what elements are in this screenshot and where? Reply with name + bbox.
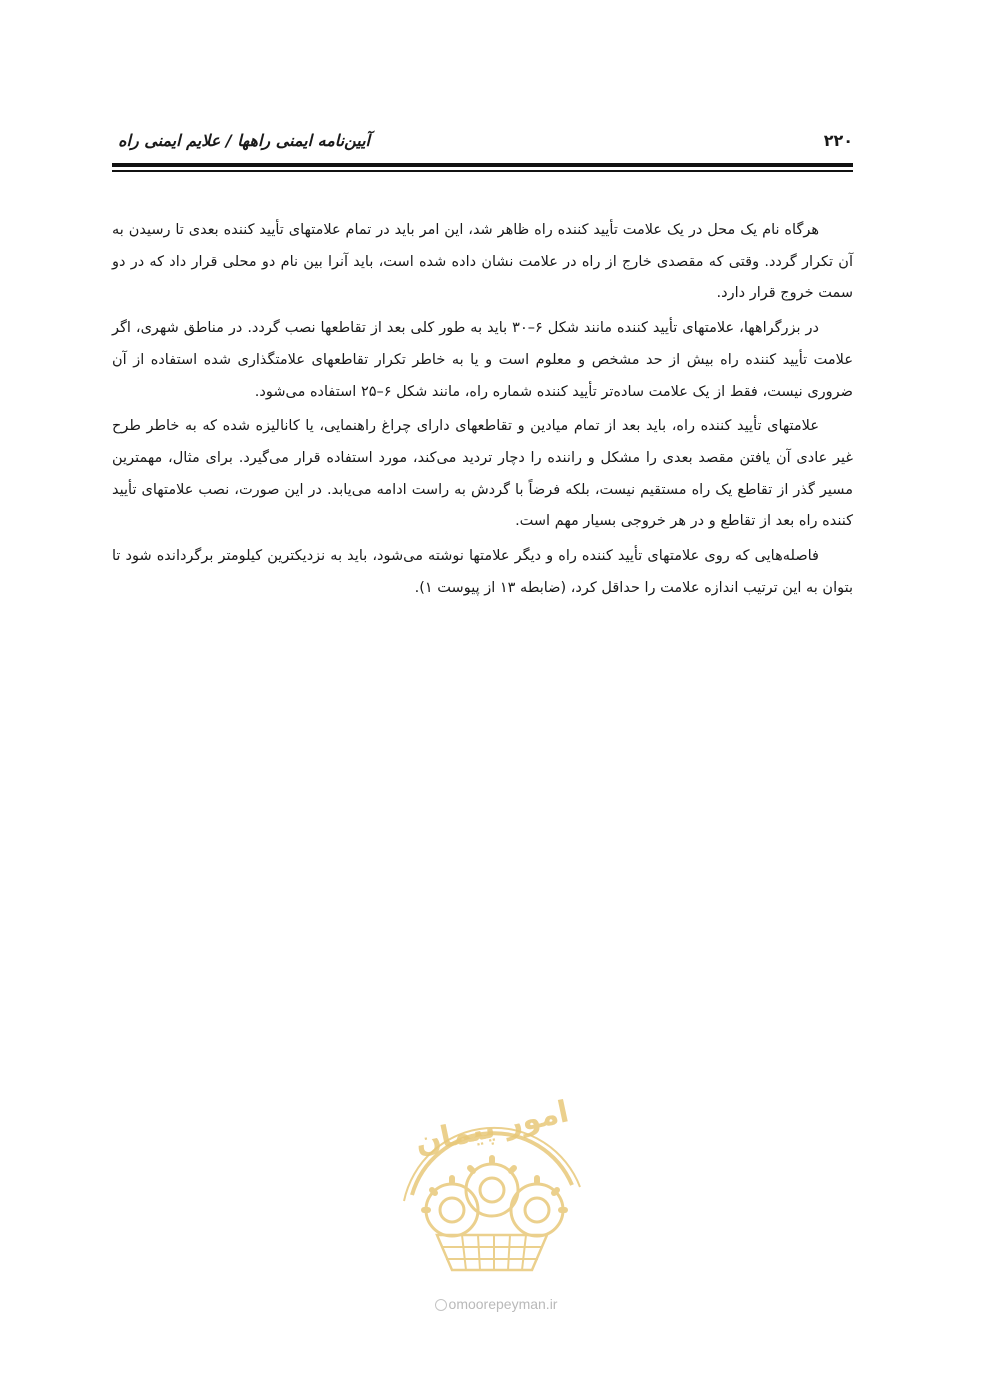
paragraph: فاصله‌هایی که روی علامتهای تأیید کننده راه و دیگر علامتها نوشته می‌شود، باید به نزدیکترین کیلومتر برگردانده شود تا بتوان به این ترتیب اندازه علامت را حداقل کرد، (ضابطه ۱۳ از پیوست ۱).: [112, 548, 853, 596]
header-rule-thick: [112, 163, 853, 167]
header-title: آیین‌نامه ایمنی راهها / علایم ایمنی راه: [118, 131, 370, 150]
page-number: ۲۲۰: [823, 131, 853, 150]
watermark-text: omoorepeyman.ir: [448, 1296, 558, 1312]
paragraph: در بزرگراهها، علامتهای تأیید کننده مانند شکل ۶–۳۰ باید به طور کلی بعد از تقاطعها نصب گردد. در مناطق شهری، اگر علامت تأیید کننده راه بیش از حد مشخص و معلوم است و یا به خاطر تکرار تقاطعهای علامتگذاری شده استفاده از آن ضروری نیست، فقط از یک علامت ساده‌تر تأیید کننده شماره راه، مانند شکل ۶–۲۵ استفاده می‌شود.: [112, 320, 853, 400]
page-header: [112, 128, 853, 158]
paragraph: هرگاه نام یک محل در یک علامت تأیید کننده راه ظاهر شد، این امر باید در تمام علامتهای تأیید کننده بعدی تا رسیدن به آن تکرار گردد. وقتی که مقصدی خارج از راه در علامت نشان داده شده است، باید آنرا بین نام دو محلی قرار داد که در دو سمت خروج قرار دارد.: [112, 222, 853, 302]
body-text: [112, 215, 853, 607]
logo-text: امور پیمان: [412, 1094, 572, 1162]
paragraph: علامتهای تأیید کننده راه، باید بعد از تمام میادین و تقاطعهای دارای چراغ راهنمایی، یا کانالیزه شده که به خاطر طرح غیر عادی آن یافتن مقصد بعدی را مشکل و راننده را دچار تردید می‌کند، مورد استفاده قرار می‌گیرد. برای مثال، مهمترین مسیر گذر از تقاطع یک راه مستقیم نیست، بلکه فرضاً با گردش به راست ادامه می‌یابد. در این صورت، نصب علامتهای تأیید کننده راه بعد از تقاطع و در هر خروجی بسیار مهم است.: [112, 418, 853, 530]
header-rule-thin: [112, 170, 853, 172]
globe-icon: [435, 1299, 447, 1311]
watermark: [400, 1296, 592, 1318]
logo-seal: [382, 1075, 602, 1275]
